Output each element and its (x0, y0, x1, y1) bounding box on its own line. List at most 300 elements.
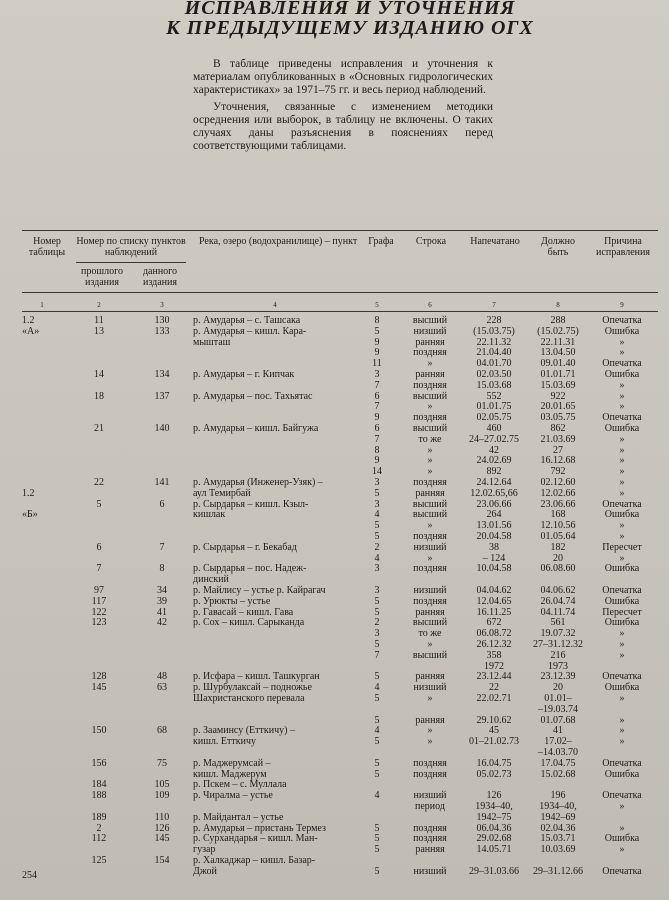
cell-river: р. Амударья – с. Ташсака (193, 315, 301, 326)
cell-graph: 6 (374, 423, 380, 434)
cell-reason: » (619, 347, 625, 359)
cell-should-be: 1942–69 (540, 811, 576, 823)
cell-line: высший (412, 617, 448, 629)
cell-reason: Опечатка (602, 757, 642, 769)
cell-printed: 24.12.64 (476, 477, 512, 488)
cell-table-no: 1.2 (22, 315, 35, 326)
cell-river: р. Сырдарья – пос. Надеж- (193, 563, 307, 575)
cell-should-be: 17.02– (544, 736, 572, 748)
cell-printed: 06.08.72 (476, 628, 512, 640)
cell-graph: 5 (374, 844, 380, 856)
cell-this-no: 48 (157, 671, 167, 683)
cell-this-no: 126 (154, 822, 170, 834)
cell-line: низший (413, 865, 447, 877)
cell-line: » (427, 552, 433, 564)
table-row (0, 867, 669, 878)
cell-graph: 4 (374, 790, 380, 802)
cell-should-be: 862 (550, 423, 566, 434)
cell-graph: 5 (374, 714, 380, 726)
cell-river: р. Амударья – пристань Термез (193, 822, 326, 834)
header-prev-edition: прошлого издания (81, 266, 123, 288)
cell-line: поздняя (413, 833, 447, 845)
cell-printed: 552 (486, 390, 502, 402)
cell-should-be: 19.07.32 (540, 628, 576, 640)
cell-graph: 8 (374, 444, 380, 456)
cell-reason: » (619, 336, 625, 348)
cell-line: высший (412, 498, 448, 510)
cell-should-be: 06.08.60 (540, 563, 576, 575)
cell-prev-no: 6 (96, 541, 102, 553)
col-number-8: 8 (556, 301, 560, 309)
cell-should-be: 21.03.69 (540, 433, 576, 445)
cell-graph: 4 (374, 552, 380, 564)
cell-table-no: 1.2 (22, 487, 35, 499)
cell-graph: 5 (374, 671, 380, 683)
title-line-1: ИСПРАВЛЕНИЯ И УТОЧНЕНИЯ (184, 0, 516, 19)
cell-graph: 3 (374, 563, 380, 575)
cell-should-be: 41 (553, 725, 563, 737)
cell-reason: » (619, 649, 625, 661)
table-row (0, 543, 669, 554)
cell-should-be: 29–31.12.66 (533, 865, 583, 877)
cell-printed: 16.04.75 (476, 757, 512, 769)
cell-should-be: 01.01– (544, 693, 572, 704)
cell-line: » (427, 401, 433, 413)
cell-should-be: 27–31.12.32 (533, 639, 583, 650)
header-printed: Напечатано (470, 236, 520, 247)
cell-should-be: 02.12.60 (540, 477, 576, 488)
cell-reason: » (619, 628, 625, 640)
cell-prev-no: 97 (94, 585, 104, 596)
cell-this-no: 154 (154, 855, 170, 866)
cell-graph: 6 (374, 390, 380, 402)
table-row (0, 500, 669, 511)
cell-this-no: 134 (154, 369, 170, 380)
cell-printed: 20.04.58 (476, 531, 512, 542)
cell-prev-no: 156 (91, 757, 107, 769)
cell-should-be: 01.07.68 (540, 714, 576, 726)
cell-river: мышташ (193, 336, 231, 348)
col-number-1: 1 (40, 301, 44, 309)
cell-graph: 9 (374, 336, 380, 348)
cell-printed: 23.06.66 (476, 498, 512, 510)
cell-should-be: 04.06.62 (540, 585, 576, 596)
cell-line: » (427, 639, 433, 650)
cell-prev-no: 150 (91, 725, 107, 737)
cell-graph: 9 (374, 455, 380, 467)
cell-river: р. Гавасай – кишл. Гава (193, 606, 294, 618)
cell-line: высший (412, 423, 448, 434)
cell-reason: Ошибка (604, 423, 640, 434)
cell-should-be: 1973 (548, 660, 568, 672)
cell-should-be: –14.03.70 (538, 747, 578, 758)
cell-should-be: 20 (553, 682, 563, 694)
cell-river: аул Темирбай (193, 487, 251, 499)
cell-line: период (415, 801, 445, 812)
cell-should-be: 561 (550, 617, 566, 629)
cell-should-be: 288 (550, 315, 566, 326)
cell-line: поздняя (413, 768, 447, 780)
cell-line: » (427, 358, 433, 370)
cell-river: кишл. Етткичу (193, 736, 256, 748)
cell-printed: 04.04.62 (476, 585, 512, 596)
table-row (0, 813, 669, 824)
cell-graph: 3 (374, 498, 380, 510)
cell-line: поздняя (413, 757, 447, 769)
cell-printed: 01–21.02.73 (469, 736, 519, 748)
cell-table-no: «Б» (22, 509, 38, 521)
cell-should-be: 12.02.66 (540, 487, 576, 499)
cell-reason: » (619, 736, 625, 748)
cell-graph: 5 (374, 693, 380, 704)
cell-reason: Пересчет (602, 606, 642, 618)
cell-printed: 29–31.03.66 (469, 865, 519, 877)
cell-printed: 1972 (484, 660, 504, 672)
cell-should-be: 04.11.74 (540, 606, 576, 618)
cell-this-no: 75 (157, 757, 167, 769)
col-number-7: 7 (492, 301, 496, 309)
cell-line: высший (412, 509, 448, 521)
header-graph: Графа (368, 236, 394, 247)
header-points-no: Номер по списку пунктов наблюдений (76, 236, 186, 258)
cell-line: » (427, 693, 433, 704)
cell-reason: » (619, 531, 625, 542)
cell-river: кишлак (193, 509, 226, 521)
cell-printed: 1934–40, (475, 801, 513, 812)
cell-graph: 5 (374, 606, 380, 618)
intro-text (193, 58, 493, 156)
cell-should-be: 26.04.74 (540, 595, 576, 607)
cell-line: поздняя (413, 531, 447, 542)
cell-river: р. Амударья (Инженер-Узяк) – (193, 477, 323, 488)
cell-printed: 38 (489, 541, 499, 553)
cell-printed: 16.11.25 (476, 606, 512, 618)
cell-line: ранняя (415, 336, 445, 348)
cell-should-be: 13.04.50 (540, 347, 576, 359)
cell-reason: » (619, 801, 625, 812)
cell-prev-no: 123 (91, 617, 107, 629)
cell-reason: Ошибка (604, 768, 640, 780)
cell-river: Шахристанского перевала (193, 693, 305, 704)
cell-should-be: 23.12.39 (540, 671, 576, 683)
cell-should-be: 03.05.75 (540, 412, 576, 424)
cell-printed: 21.04.40 (476, 347, 512, 359)
cell-graph: 4 (374, 509, 380, 521)
table-row (0, 705, 669, 716)
cell-prev-no: 125 (91, 855, 107, 866)
col-number-2: 2 (97, 301, 101, 309)
cell-should-be: 01.01.71 (540, 369, 576, 380)
cell-river: р. Сурхандарья – кишл. Ман- (193, 833, 318, 845)
cell-this-no: 137 (154, 390, 170, 402)
cell-should-be: 168 (550, 509, 566, 521)
header-reason: Причина исправления (596, 236, 650, 258)
cell-reason: Опечатка (602, 865, 642, 877)
cell-prev-no: 11 (94, 315, 104, 326)
cell-graph: 5 (374, 736, 380, 748)
cell-reason: » (619, 487, 625, 499)
cell-line: высший (412, 315, 448, 326)
cell-this-no: 6 (159, 498, 165, 510)
cell-river: р. Маджерумсай – (193, 757, 271, 769)
cell-reason: » (619, 466, 625, 478)
col-number-3: 3 (160, 301, 164, 309)
cell-printed: 228 (486, 315, 502, 326)
cell-graph: 4 (374, 725, 380, 737)
cell-reason: Ошибка (604, 369, 640, 380)
cell-reason: Ошибка (604, 833, 640, 845)
points-subheader-rule (76, 262, 186, 263)
cell-this-no: 105 (154, 779, 170, 791)
cell-river: р. Шурбулаксай – подножье (193, 682, 312, 694)
cell-reason: » (619, 844, 625, 856)
cell-prev-no: 7 (96, 563, 102, 575)
cell-graph: 8 (374, 315, 380, 326)
cell-printed: 672 (486, 617, 502, 629)
cell-graph: 7 (374, 649, 380, 661)
cell-reason: » (619, 444, 625, 456)
cell-river: р. Майдантал – устье (193, 811, 284, 823)
cell-printed: 05.02.73 (476, 768, 512, 780)
cell-reason: » (619, 477, 625, 488)
cell-reason: » (619, 693, 625, 704)
table-row (0, 651, 669, 662)
cell-printed: 22 (489, 682, 499, 694)
cell-printed: 10.04.58 (476, 563, 512, 575)
cell-this-no: 141 (154, 477, 170, 488)
cell-should-be: –19.03.74 (538, 703, 578, 715)
col-number-9: 9 (620, 301, 624, 309)
cell-this-no: 133 (154, 325, 170, 337)
cell-reason: » (619, 390, 625, 402)
cell-should-be: 23.06.66 (540, 498, 576, 510)
cell-graph: 11 (372, 358, 382, 370)
cell-this-no: 34 (157, 585, 167, 596)
cell-river: р. Исфара – кишл. Ташкурган (193, 671, 320, 683)
table-row (0, 381, 669, 392)
cell-graph: 5 (374, 639, 380, 650)
cell-prev-no: 145 (91, 682, 107, 694)
cell-prev-no: 189 (91, 811, 107, 823)
cell-printed: 24.02.69 (476, 455, 512, 467)
cell-printed: 04.01.70 (476, 358, 512, 370)
cell-printed: 06.04.36 (476, 822, 512, 834)
cell-printed: 45 (489, 725, 499, 737)
cell-this-no: 110 (154, 811, 170, 823)
table-row (0, 489, 669, 500)
cell-prev-no: 22 (94, 477, 104, 488)
page-title (150, 0, 550, 38)
cell-should-be: 196 (550, 790, 566, 802)
intro-paragraph-1: В таблице приведены исправления и уточнения к материалам опубликованных в «Основных гидрологических характеристиках» за 1971–75 гг. и весь период наблюдений. (193, 58, 493, 97)
cell-river: р. Амударья – г. Кипчак (193, 369, 295, 380)
cell-this-no: 68 (157, 725, 167, 737)
cell-graph: 7 (374, 401, 380, 413)
cell-prev-no: 184 (91, 779, 107, 791)
cell-reason: » (619, 639, 625, 650)
cell-reason: Опечатка (602, 412, 642, 424)
cell-line: » (427, 466, 433, 478)
cell-should-be: 16.12.68 (540, 455, 576, 467)
cell-graph: 7 (374, 379, 380, 391)
cell-this-no: 42 (157, 617, 167, 629)
cell-printed: 01.01.75 (476, 401, 512, 413)
cell-reason: » (619, 401, 625, 413)
cell-printed: 460 (486, 423, 502, 434)
cell-line: высший (412, 649, 448, 661)
cell-line: ранняя (415, 369, 445, 380)
cell-river: р. Чиралма – устье (193, 790, 273, 802)
cell-should-be: (15.02.75) (537, 325, 579, 337)
cell-reason: » (619, 379, 625, 391)
intro-paragraph-2: Уточнения, связанные с изменением методики осреднения или выборок, в таблицу не включены. О таких случаях даны разъяснения в пояснениях перед соответствующими таблицами. (193, 100, 493, 153)
cell-river: р. Урюкты – устье (193, 595, 271, 607)
cell-printed: 23.12.44 (476, 671, 512, 683)
cell-graph: 5 (374, 757, 380, 769)
cell-should-be: 1934–40, (539, 801, 577, 812)
cell-river: р. Амударья – кишл. Байгужа (193, 423, 319, 434)
table-row (0, 456, 669, 467)
cell-graph: 5 (374, 768, 380, 780)
cell-line: ранняя (415, 714, 445, 726)
cell-reason: » (619, 552, 625, 564)
cell-printed: – 124 (482, 552, 506, 564)
cell-reason: » (619, 520, 625, 532)
cell-printed: 264 (486, 509, 502, 521)
table-row (0, 640, 669, 651)
col-number-4: 4 (273, 301, 277, 309)
cell-should-be: 15.03.69 (540, 379, 576, 391)
cell-printed: 12.02.65,66 (470, 487, 518, 499)
cell-river: р. Пскем – с. Муллала (193, 779, 287, 791)
cell-graph: 5 (374, 531, 380, 542)
cell-printed: 24–27.02.75 (469, 433, 519, 445)
cell-line: низший (413, 585, 447, 596)
cell-line: то же (418, 628, 442, 640)
cell-river: р. Сырдарья – кишл. Кзыл- (193, 498, 309, 510)
cell-line: низший (413, 790, 447, 802)
cell-printed: 15.03.68 (476, 379, 512, 391)
cell-line: низший (413, 325, 447, 337)
cell-this-no: 39 (157, 595, 167, 607)
cell-graph: 5 (374, 520, 380, 532)
cell-reason: Ошибка (604, 325, 640, 337)
cell-prev-no: 13 (94, 325, 104, 337)
cell-printed: 42 (489, 444, 499, 456)
cell-should-be: 20 (553, 552, 563, 564)
cell-line: » (427, 455, 433, 467)
cell-should-be: 01.05.64 (540, 531, 576, 542)
cell-this-no: 63 (157, 682, 167, 694)
cell-printed: 1942–75 (476, 811, 512, 823)
cell-should-be: 20.01.65 (540, 401, 576, 413)
cell-river: Джой (193, 865, 217, 877)
cell-this-no: 41 (157, 606, 167, 618)
col-number-5: 5 (375, 301, 379, 309)
cell-prev-no: 112 (91, 833, 107, 845)
cell-printed: 29.10.62 (476, 714, 512, 726)
cell-line: ранняя (415, 606, 445, 618)
cell-should-be: 792 (550, 466, 566, 478)
table-row (0, 759, 669, 770)
cell-graph: 14 (372, 466, 382, 478)
cell-graph: 5 (374, 822, 380, 834)
cell-printed: 22.02.71 (476, 693, 512, 704)
cell-should-be: 15.03.71 (540, 833, 576, 845)
cell-should-be: 12.10.56 (540, 520, 576, 532)
cell-should-be: 922 (550, 390, 566, 402)
cell-should-be: 15.02.68 (540, 768, 576, 780)
cell-this-no: 7 (159, 541, 165, 553)
cell-line: низший (413, 682, 447, 694)
cell-line: то же (418, 433, 442, 445)
cell-line: поздняя (413, 379, 447, 391)
table-top-rule (22, 230, 658, 231)
cell-printed: 14.05.71 (476, 844, 512, 856)
cell-line: поздняя (413, 347, 447, 359)
cell-graph: 5 (374, 865, 380, 877)
header-river: Река, озеро (водохранилище) – пункт (199, 236, 358, 247)
cell-graph: 3 (374, 585, 380, 596)
header-table-no: Номер таблицы (28, 236, 66, 258)
cell-prev-no: 188 (91, 790, 107, 802)
cell-reason: Ошибка (604, 682, 640, 694)
cell-graph: 5 (374, 595, 380, 607)
cell-line: поздняя (413, 595, 447, 607)
cell-reason: Ошибка (604, 595, 640, 607)
header-this-edition: данного издания (142, 266, 178, 288)
cell-river: р. Зааминсу (Етткичу) – (193, 725, 295, 737)
cell-printed: 26.12.32 (476, 639, 512, 650)
cell-should-be: 216 (550, 649, 566, 661)
cell-graph: 7 (374, 433, 380, 445)
cell-this-no: 140 (154, 423, 170, 434)
cell-printed: 126 (486, 790, 502, 802)
cell-should-be: 27 (553, 444, 563, 456)
table-row (0, 597, 669, 608)
cell-reason: » (619, 822, 625, 834)
cell-line: низший (413, 541, 447, 553)
cell-this-no: 145 (154, 833, 170, 845)
cell-reason: Опечатка (602, 358, 642, 370)
col-numbers-rule (22, 311, 658, 312)
cell-line: поздняя (413, 412, 447, 424)
cell-graph: 9 (374, 347, 380, 359)
cell-this-no: 109 (154, 790, 170, 802)
cell-should-be: 17.04.75 (540, 757, 576, 769)
cell-prev-no: 128 (91, 671, 107, 683)
cell-reason: Опечатка (602, 498, 642, 510)
cell-reason: Опечатка (602, 315, 642, 326)
cell-reason: Ошибка (604, 563, 640, 575)
cell-prev-no: 5 (96, 498, 102, 510)
cell-this-no: 130 (154, 315, 170, 326)
cell-line: » (427, 444, 433, 456)
table-row (0, 327, 669, 338)
cell-graph: 5 (374, 833, 380, 845)
cell-reason: » (619, 433, 625, 445)
cell-reason: » (619, 455, 625, 467)
cell-should-be: 02.04.36 (540, 822, 576, 834)
cell-line: » (427, 736, 433, 748)
header-should-be: Должно быть (541, 236, 575, 258)
cell-graph: 5 (374, 325, 380, 337)
cell-prev-no: 117 (91, 595, 107, 607)
cell-should-be: 22.11.31 (540, 336, 576, 348)
cell-river: р. Халкаджар – кишл. Базар- (193, 855, 316, 866)
cell-graph: 2 (374, 617, 380, 629)
cell-reason: » (619, 714, 625, 726)
